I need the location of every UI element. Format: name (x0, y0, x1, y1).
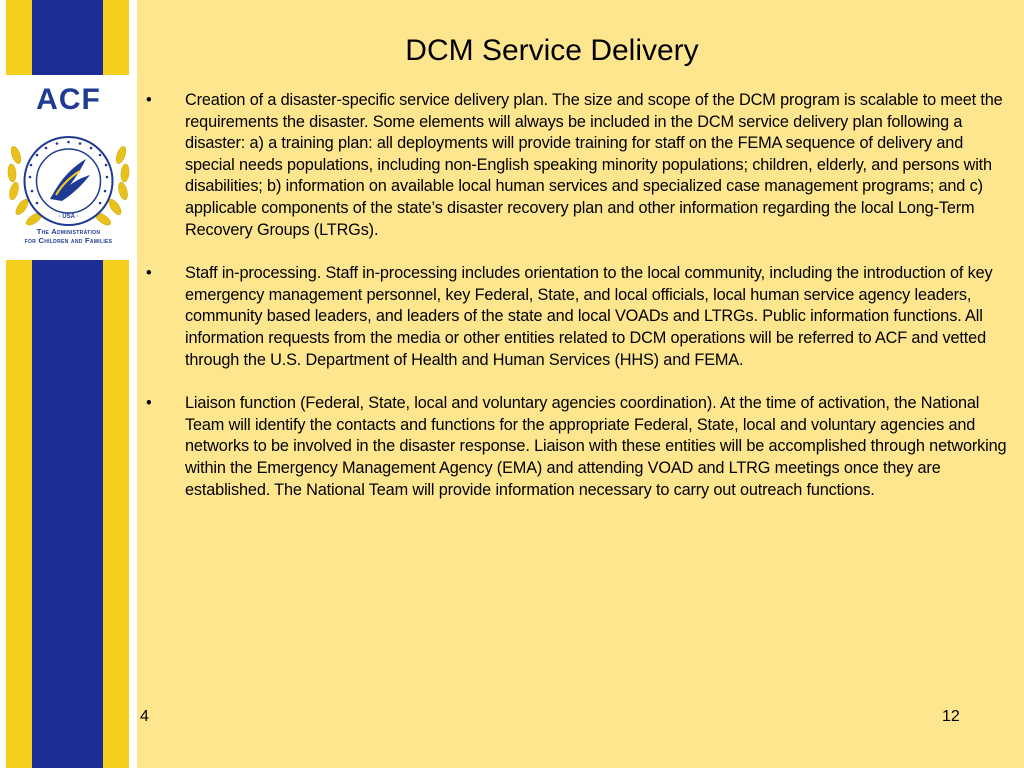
footer-left-number: 4 (140, 708, 149, 725)
bullet-list (140, 90, 1015, 523)
bullet-icon: • (146, 91, 152, 109)
bullet-item (140, 263, 1015, 371)
svg-text:· USA ·: · USA · (58, 214, 79, 220)
slide-number: 12 (942, 708, 960, 725)
bullet-text: Liaison function (Federal, State, local and voluntary agencies coordination). At the time of activation, the National Team will identify the contacts and functions for the appropriate Federal, State, local and voluntary agencies and networks to be involved in the disaster response. Liaison with these entities will be accomplished through networking within the Emergency Management Agency (EMA) and attending VOAD and LTRG meetings once they are established. The National Team will provide information necessary to carry out outreach functions. (185, 394, 1007, 499)
left-decorative-band (0, 0, 137, 768)
bullet-text: Creation of a disaster-specific service delivery plan. The size and scope of the DCM program is scalable to meet the requirements the disaster. Some elements will always be included in the DCM service delivery plan following a disaster: a) a training plan: all deployments will provide training for staff on the FEMA sequence of delivery and special needs populations, including non-English speaking minority populations; children, elderly, and persons with disabilities; b) information on available local human services and specialized case management programs; and c) applicable components of the state’s disaster recovery plan and other information regarding the local Long-Term Recovery Groups (LTRGs). (185, 91, 1003, 239)
logo-acronym: ACF (36, 83, 101, 116)
bullet-item (140, 393, 1015, 501)
slide-title: DCM Service Delivery (405, 34, 699, 67)
logo-organization-name (0, 227, 137, 245)
bullet-icon: • (146, 264, 152, 283)
acf-logo (0, 75, 137, 260)
hhs-seal-icon (0, 115, 137, 275)
bullet-text: Staff in-processing. Staff in-processing includes orientation to the local community, including the introduction of key emergency management personnel, key Federal, State, and local officials, local human service agency leaders, community based leaders, and leaders of the state and local VOADs and LTRGs. Public information functions. All information requests from the media or other entities related to DCM operations will be referred to ACF and vetted through the U.S. Department of Health and Human Services (HHS) and FEMA. (185, 264, 993, 369)
org-line-2: for Children and Families (24, 236, 113, 245)
bullet-icon: • (146, 394, 152, 413)
bullet-item (140, 90, 1015, 241)
org-line-1: The Administration (36, 227, 101, 236)
